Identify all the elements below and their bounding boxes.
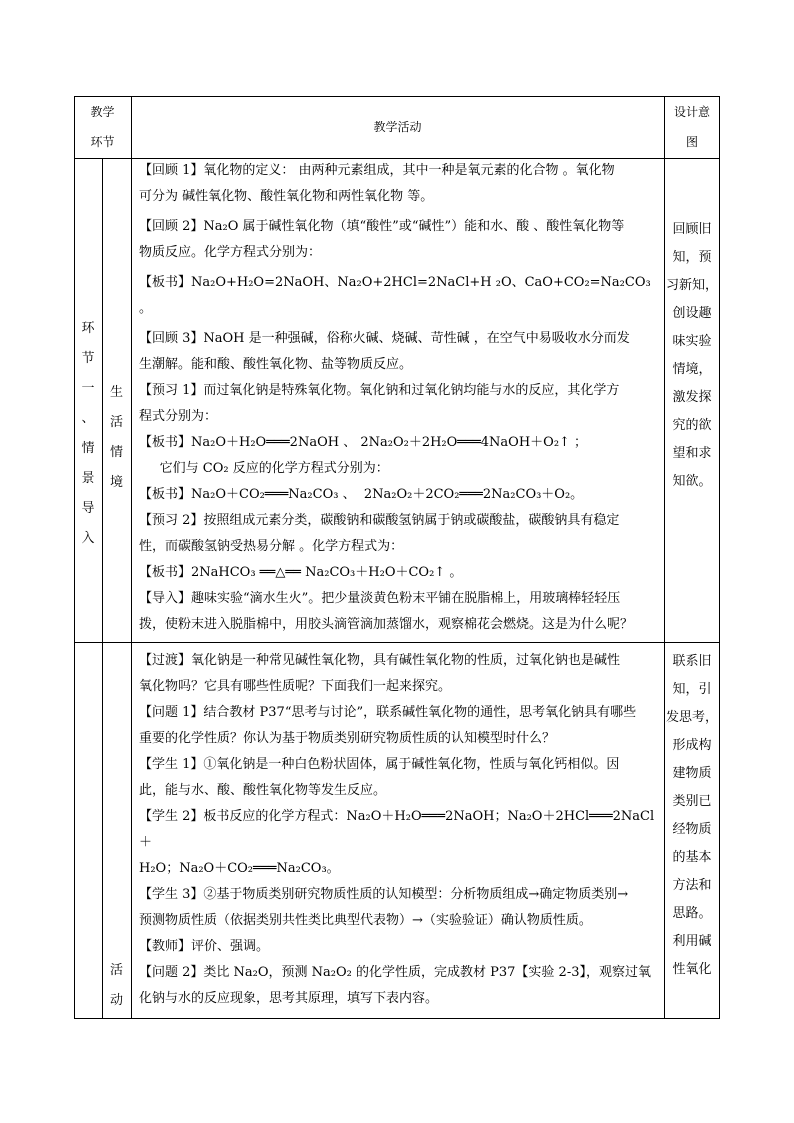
sub-stage-label-activity: 活 动 <box>109 963 123 1008</box>
text-line: 可分为 碱性氧化物、酸性氧化物和两性氧化物 等。 <box>139 189 434 204</box>
text-line: 重要的化学性质？你认为基于物质类别研究物质性质的认知模型时什么？ <box>139 731 556 746</box>
sub-stage-label-life-scenario: 生 活 情 境 <box>109 385 123 490</box>
text-line: 生潮解。能和酸、酸性氧化物、盐等物质反应。 <box>139 357 413 372</box>
text-line: 程式分别为： <box>139 409 218 424</box>
text-line: 此，能与水、酸、酸性氧化物等发生反应。 <box>139 783 387 798</box>
header-design-intent: 设计意 图 <box>673 105 710 149</box>
text-line: 【导入】趣味实验“滴水生火”。把少量淡黄色粉末平铺在脱脂棉上，用玻璃棒轻轻压 <box>139 591 621 606</box>
text-line: 预测物质性质（依据类别共性类比典型代表物）→（实验验证）确认物质性质。 <box>139 913 592 928</box>
table-border-left <box>74 96 75 1018</box>
text-line: 拨，使粉末进入脱脂棉中，用胶头滴管滴加蒸馏水，观察棉花会燃烧。这是为什么呢？ <box>139 617 634 632</box>
section1-content <box>139 158 661 638</box>
text-line: 【教师】评价、强调。 <box>139 939 270 954</box>
design-intent-section2: 联系旧 知，引 发思考， 形成构 建物质 类别已 经物质 的基本 方法和 思路。 利用碱 性氧化 <box>665 654 718 977</box>
table-border-bottom <box>74 1018 720 1019</box>
text-line: 【预习 2】按照组成元素分类，碳酸钠和碳酸氢钠属于钠或碳酸盐，碳酸钠具有稳定 <box>139 513 620 528</box>
text-line: 【过渡】氧化钠是一种常见碱性氧化物，具有碱性氧化物的性质，过氧化钠也是碱性 <box>139 653 621 668</box>
text-line: 物质反应。化学方程式分别为： <box>139 245 322 260</box>
text-line: 它们与 CO₂ 反应的化学方程式分别为： <box>139 461 389 476</box>
header-teaching-activity: 教学活动 <box>373 120 422 134</box>
stage-label-scenario-intro: 环 节 一 、 情 景 导 入 <box>81 321 95 546</box>
text-line: 【板书】Na₂O＋CO₂═══Na₂CO₃ 、 2Na₂O₂＋2CO₂═══2Na₂CO₃＋O₂。 <box>139 487 584 502</box>
text-line: H₂O；Na₂O＋CO₂═══Na₂CO₃。 <box>139 861 340 876</box>
text-line: 【学生 3】②基于物质类别研究物质性质的认知模型：分析物质组成→确定物质类别→ <box>139 887 629 902</box>
text-line: 【回顾 2】Na₂O 属于碱性氧化物（填“酸性”或“碱性”）能和水、酸 、酸性氧化物等 <box>139 219 625 234</box>
text-line: 性，而碳酸氢钠受热易分解 。化学方程式为： <box>139 539 404 554</box>
design-intent-section1: 回顾旧 知，预 习新知， 创设趣 味实验 情境， 激发探 究的欲 望和求 知欲。 <box>665 222 718 489</box>
text-line: 氧化物吗？它具有哪些性质呢？下面我们一起来探究。 <box>139 679 452 694</box>
content-col-left-divider <box>131 96 132 1018</box>
section2-content <box>139 648 661 1012</box>
text-line: 【回顾 3】NaOH 是一种强碱，俗称火碱、烧碱、苛性碱 ，在空气中易吸收水分而发 <box>139 331 630 346</box>
text-line: 化钠与水的反应现象，思考其原理，填写下表内容。 <box>139 991 439 1006</box>
section-divider <box>74 642 720 643</box>
text-line: 【问题 1】结合教材 P37“思考与讨论”，联系碱性氧化物的通性，思考氧化钠具有哪些 <box>139 705 637 720</box>
text-line: 【预习 1】而过氧化钠是特殊氧化物。氧化钠和过氧化钠均能与水的反应，其化学方 <box>139 383 620 398</box>
text-line: 【学生 2】板书反应的化学方程式：Na₂O＋H₂O═══2NaOH；Na₂O＋2HCl═══2NaCl＋ <box>139 809 655 850</box>
inner-col-divider <box>102 158 103 1018</box>
text-line: 【学生 1】①氧化钠是一种白色粉状固体，属于碱性氧化物，性质与氧化钙相似。因 <box>139 757 620 772</box>
header-teaching-stage: 教学 环节 <box>90 105 115 149</box>
table-border-top <box>74 96 720 97</box>
text-line: 【问题 2】类比 Na₂O，预测 Na₂O₂ 的化学性质，完成教材 P37【实验 2-3】，观察过氧 <box>139 965 651 980</box>
text-line: 【板书】Na₂O+H₂O=2NaOH、Na₂O+2HCl=2NaCl+H ₂O、CaO+CO₂=Na₂CO₃ 。 <box>139 275 655 316</box>
text-line: 【板书】Na₂O＋H₂O═══2NaOH 、 2Na₂O₂＋2H₂O═══4NaOH＋O₂↑ ； <box>139 435 588 450</box>
text-line: 【板书】2NaHCO₃ ══△══ Na₂CO₃＋H₂O＋CO₂↑ 。 <box>139 565 463 580</box>
text-line: 【回顾 1】氧化物的定义： 由两种元素组成，其中一种是氧元素的化合物 。氧化物 <box>139 163 615 178</box>
lesson-table <box>74 96 720 1018</box>
